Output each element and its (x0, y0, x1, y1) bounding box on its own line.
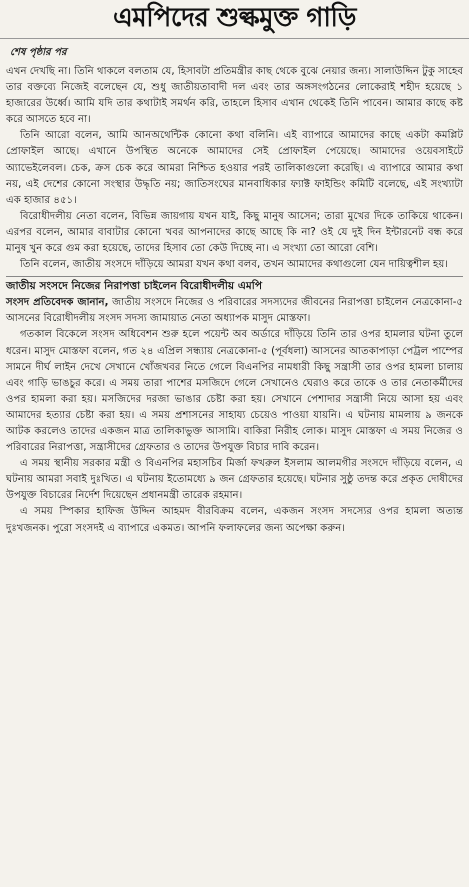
continued-label: শেষ পৃষ্ঠার পর (10, 47, 67, 58)
subheading: জাতীয় সংসদে নিজের নিরাপত্তা চাইলেন বিরোধীদলীয় এমপি (6, 276, 463, 295)
paragraph-4: তিনি বলেন, জাতীয় সংসদে দাঁড়িয়ে আমরা যখন কথা বলব, তখন আমাদের কথাগুলো যেন দায়িত্বশীল হয়। (20, 259, 449, 271)
paragraph-3: বিরোধীদলীয় নেতা বলেন, বিভিন্ন জায়গায় যখন যাই, কিছু মানুষ আসেন; তারা মুখের দিকে তাকিয়ে থাকেন। এরপর বলেন, আমার বাবাটার কোনো খবর আপনাদের কাছে আছে কি না? ওই যে দুই দিন ইন্টারনেট বন্ধ করে মানুষ খুন করে গুম করা হয়েছে, তাদের হিসাব তো কেউ দিচ্ছে না। এ সংখ্যা তো আরো বেশি। (6, 210, 463, 255)
section-first-paragraph (6, 295, 463, 327)
paragraph-2: তিনি আরো বলেন, আমি আনঅথেন্টিক কোনো কথা বলিনি। এই ব্যাপারে আমাদের কাছে একটা কমপ্লিট প্রোফাইল আছে। এখানে উপস্থিত অনেকে আমাদের সেই প্রোফাইল পেয়েছে। আমাদের ওয়েবসাইটে অ্যাভেইলেবল। চেক, ক্রস চেক করে আমরা নিশ্চিত হওয়ার পরই তালিকাগুলো করেছি। এ ব্যাপারে আমার কথা নয়, এই দেশের কোনো সংস্থার উদ্ধৃতি নয়; জাতিসংঘের মানবাধিকার ফ্যাক্ট ফাইন্ডিং কমিটি বলেছে, এই সংখ্যাটা এক হাজার ৪৫১। (6, 130, 463, 206)
headline: এমপিদের শুল্কমুক্ত গাড়ি (0, 0, 469, 39)
paragraph-6: এ সময় স্থানীয় সরকার মন্ত্রী ও বিএনপির মহাসচিব মির্জা ফখরুল ইসলাম আলমগীর সংসদে দাঁড়িয়ে বলেন, এ ঘটনায় আমরা সবাই দুঃখিত। এ ঘটনায় ইতোমধ্যে ৯ জন গ্রেফতার হয়েছে। ঘটনার সুষ্ঠু তদন্ত করে প্রকৃত দোষীদের উপযুক্ত বিচারের নির্দেশ দিয়েছেন প্রধানমন্ত্রী তারেক রহমান। (6, 458, 463, 502)
section-first-text: জাতীয় সংসদে নিজের ও পরিবারের সদস্যদের জীবনের নিরাপত্তা চাইলেন নেত্রকোনা-৫ আসনের বিরোধীদলীয় সংসদ সদস্য জামায়াত নেতা অধ্যাপক মাসুদ মোস্তফা। (6, 297, 463, 325)
paragraph-1: এখন দেখছি না। তিনি থাকলে বলতাম যে, হিসাবটা প্রতিমন্ত্রীর কাছ থেকে বুঝে নেয়ার জন্য। সালাউদ্দিন টুকু সাহেব তার বক্তব্যে নিজেই বলেছেন যে, শুধু জাতীয়তাবাদী দল এবং তার অঙ্গসংগঠনের লোকেরাই শহীদ হয়েছে ১ হাজারের উর্ধ্বে। আমি যদি তার কথাটাই সমর্থন করি, তাহলে হিসাব এখান থেকেই তিনি পাবেন। আমার কাছে কষ্ট করে আসতে হবে না। (6, 66, 463, 126)
paragraph-7: এ সময় স্পিকার হাফিজ উদ্দিন আহমদ বীরবিক্রম বলেন, একজন সংসদ সদস্যের ওপর হামলা অত্যন্ত দুঃখজনক। পুরো সংসদই এ ব্যাপারে একমত। আপনি ফলাফলের জন্য অপেক্ষা করুন। (6, 506, 463, 534)
reporter-lead: সংসদ প্রতিবেদক জানান, (6, 297, 109, 309)
paragraph-5: গতকাল বিকেলে সংসদ অধিবেশন শুরু হলে পয়েন্ট অব অর্ডারে দাঁড়িয়ে তিনি তার ওপর হামলার ঘটনা তুলে ধরেন। মাসুদ মোস্তফা বলেন, গত ২৪ এপ্রিল সন্ধ্যায় নেত্রকোনা-৫ (পূর্বধলা) আসনের আতকাপাড়া পেট্রল পাম্পের সামনে দীর্ঘ লাইন দেখে সেখানে খোঁজখবর নিতে গেলে বিএনপির নামধারী কিছু সন্ত্রাসী তার ওপর হামলা চালায় এবং গাড়ি ভাঙচুর করে। এ সময় তারা পাশের মসজিদে গেলে সেখানেও ঘেরাও করে তাকে ও তার নেতাকর্মীদের ওপর হামলা করা হয়। মসজিদের দরজা ভাঙার চেষ্টা করা হয়। সেখানে পেশাদার সন্ত্রাসী নিয়ে আসা হয় এবং আমাদের হত্যার চেষ্টা করা হয়। এ সময় প্রশাসনের সাহায্য চেয়েও পাওয়া যায়নি। এ ঘটনায় মামলায় ৯ জনকে আটক করলেও তাদের একজন মাত্র তালিকাভুক্ত আসামি। বাকিরা নিরীহ লোক। মাসুদ মোস্তফা এ সময় নিজের ও পরিবারের নিরাপত্তা, সন্ত্রাসীদের গ্রেফতার ও তাদের উপযুক্ত বিচার দাবি করেন। (6, 329, 463, 454)
